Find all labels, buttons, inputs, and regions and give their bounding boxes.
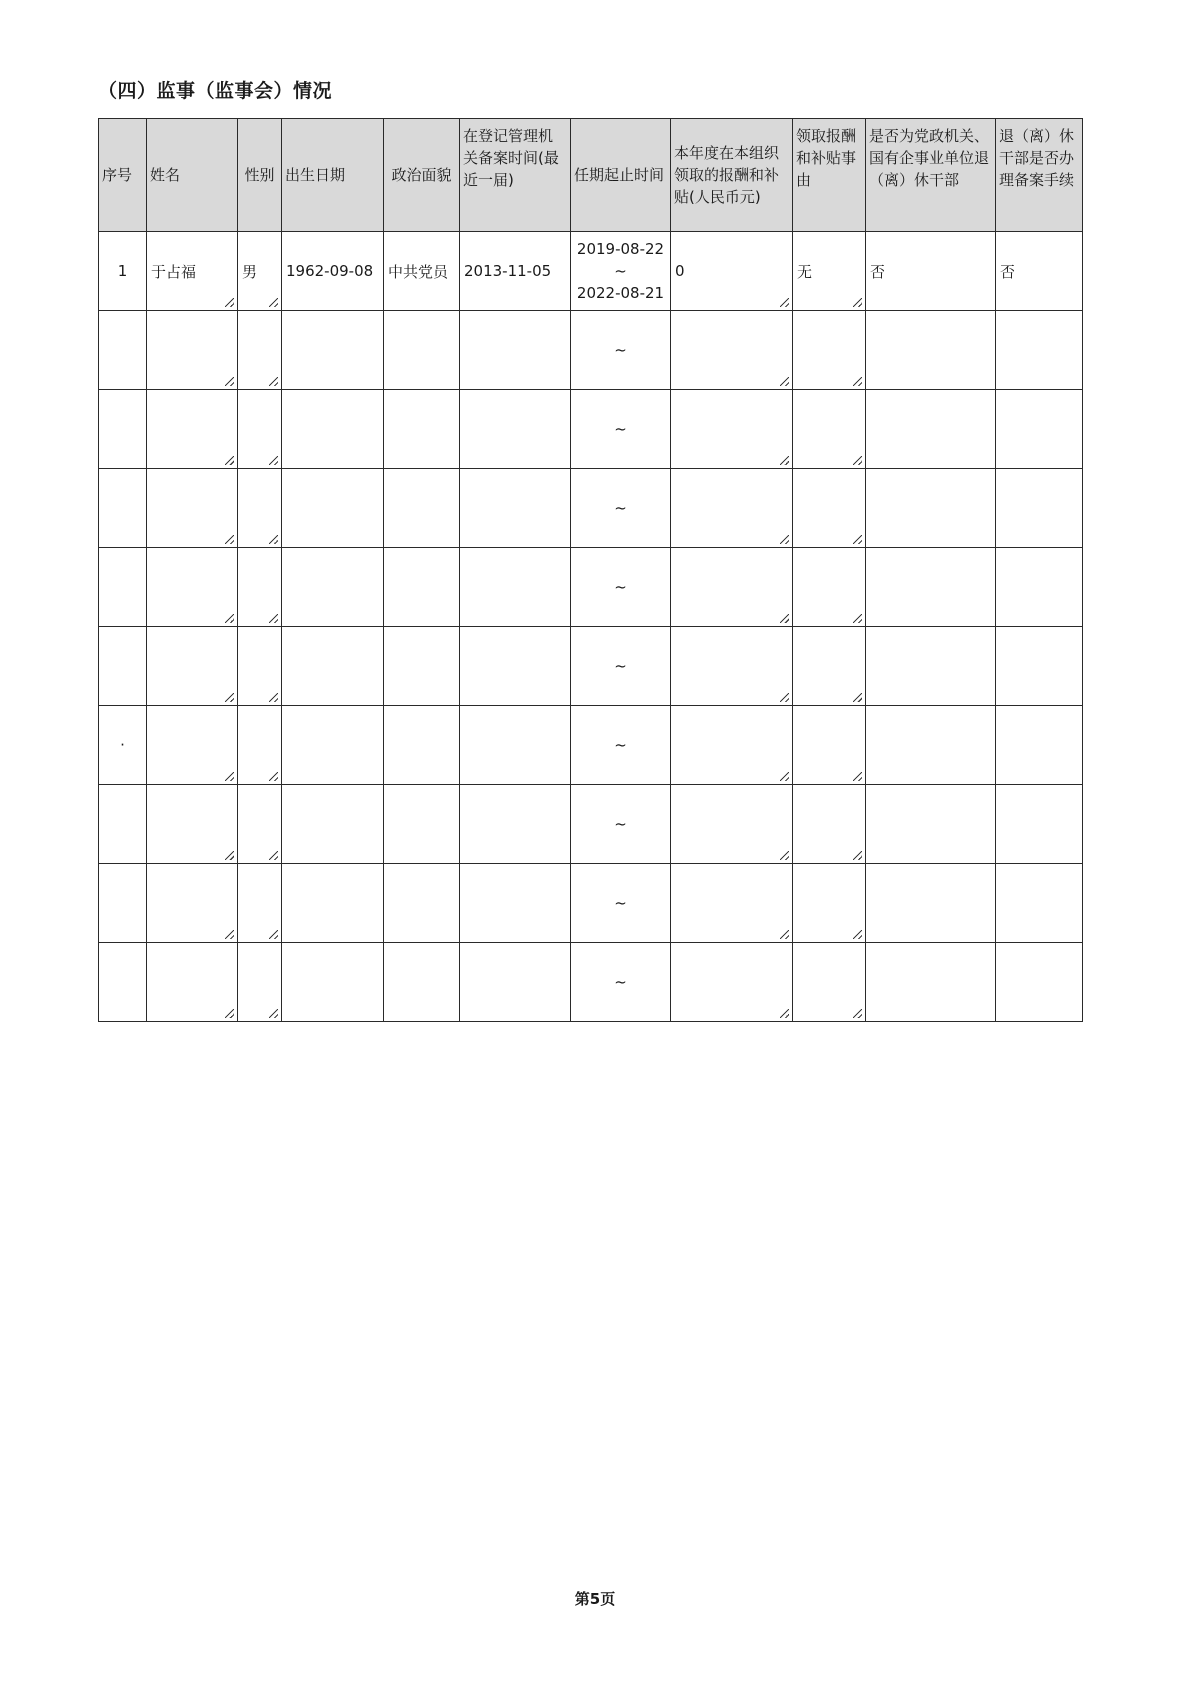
table-row [99, 706, 1083, 785]
cell-filing-time[interactable] [460, 627, 571, 706]
cell-seq[interactable] [99, 864, 147, 943]
cell-pay[interactable] [671, 785, 793, 864]
cell-political-status[interactable] [384, 785, 460, 864]
cell-political-status[interactable] [384, 627, 460, 706]
table-row [99, 390, 1083, 469]
table-row [99, 232, 1083, 311]
resize-handle-icon [853, 930, 862, 939]
cell-gender[interactable] [238, 943, 282, 1022]
cell-filing-time-value [460, 420, 468, 438]
cell-retired-cadre-value [866, 420, 874, 438]
cell-gender[interactable] [238, 232, 282, 311]
cell-birth-date[interactable] [282, 627, 384, 706]
cell-political-status-value [384, 341, 392, 359]
cell-name-value [147, 657, 155, 675]
cell-name-value [147, 815, 155, 833]
cell-retired-cadre[interactable] [866, 943, 996, 1022]
cell-pay[interactable] [671, 548, 793, 627]
cell-retired-filed[interactable] [996, 232, 1083, 311]
cell-pay[interactable] [671, 390, 793, 469]
cell-pay-value [671, 420, 679, 438]
cell-filing-time[interactable] [460, 469, 571, 548]
cell-retired-filed-value [996, 420, 1004, 438]
cell-name[interactable] [147, 943, 238, 1022]
resize-handle-icon [780, 851, 789, 860]
cell-gender[interactable] [238, 548, 282, 627]
cell-seq[interactable] [99, 390, 147, 469]
cell-pay-reason-value [793, 657, 801, 675]
cell-gender-value [238, 815, 246, 833]
cell-name[interactable] [147, 627, 238, 706]
resize-handle-icon [225, 772, 234, 781]
cell-term[interactable] [571, 864, 671, 943]
cell-gender-value [238, 341, 246, 359]
cell-pay-reason-value [793, 578, 801, 596]
cell-seq-value [119, 894, 127, 912]
cell-pay[interactable] [671, 627, 793, 706]
cell-birth-date-value [282, 499, 290, 517]
resize-handle-icon [780, 1009, 789, 1018]
header-name: 姓名 [147, 119, 238, 232]
cell-term[interactable] [571, 785, 671, 864]
cell-retired-cadre[interactable] [866, 706, 996, 785]
cell-gender-value: 男 [242, 262, 258, 281]
cell-seq[interactable] [99, 943, 147, 1022]
cell-pay-reason-value [793, 420, 801, 438]
resize-handle-icon [780, 930, 789, 939]
cell-birth-date[interactable] [282, 943, 384, 1022]
cell-seq-value [119, 420, 127, 438]
cell-retired-cadre[interactable] [866, 311, 996, 390]
resize-handle-icon [269, 851, 278, 860]
cell-retired-filed-value [996, 894, 1004, 912]
cell-retired-cadre[interactable] [866, 390, 996, 469]
header-pay-reason: 领取报酬和补贴事由 [793, 119, 866, 232]
cell-filing-time[interactable] [460, 864, 571, 943]
cell-pay[interactable] [671, 232, 793, 311]
cell-seq-value [119, 973, 127, 991]
cell-filing-time[interactable] [460, 232, 571, 311]
cell-political-status-value [384, 736, 392, 754]
cell-pay[interactable] [671, 943, 793, 1022]
cell-political-status[interactable] [384, 943, 460, 1022]
cell-pay-reason-value [793, 815, 801, 833]
cell-political-status-value [384, 815, 392, 833]
cell-filing-time[interactable] [460, 706, 571, 785]
cell-retired-filed-value [996, 341, 1004, 359]
cell-retired-filed[interactable] [996, 706, 1083, 785]
cell-birth-date-value [282, 973, 290, 991]
cell-seq-value [119, 815, 127, 833]
cell-retired-cadre[interactable] [866, 469, 996, 548]
header-political-status: 政治面貌 [384, 119, 460, 232]
cell-filing-time[interactable] [460, 311, 571, 390]
cell-name[interactable] [147, 311, 238, 390]
cell-filing-time-value [460, 973, 468, 991]
table-row [99, 943, 1083, 1022]
resize-handle-icon [269, 614, 278, 623]
resize-handle-icon [269, 693, 278, 702]
resize-handle-icon [853, 772, 862, 781]
cell-filing-time-value [460, 894, 468, 912]
cell-political-status-value [384, 894, 392, 912]
header-retired-filed: 退（离）休干部是否办理备案手续 [996, 119, 1083, 232]
cell-retired-cadre-value [866, 499, 874, 517]
cell-political-status-value [384, 499, 392, 517]
cell-gender[interactable] [238, 864, 282, 943]
cell-political-status[interactable] [384, 390, 460, 469]
header-term: 任期起止时间 [571, 119, 671, 232]
cell-pay-reason[interactable] [793, 785, 866, 864]
cell-seq-value: · [120, 736, 125, 754]
resize-handle-icon [780, 377, 789, 386]
cell-pay[interactable] [671, 469, 793, 548]
cell-political-status[interactable] [384, 311, 460, 390]
cell-seq-value [119, 578, 127, 596]
cell-filing-time-value [460, 341, 468, 359]
cell-retired-cadre[interactable] [866, 864, 996, 943]
cell-retired-cadre-value [866, 894, 874, 912]
resize-handle-icon [225, 930, 234, 939]
term-end: 2022-08-21 [576, 284, 665, 302]
cell-pay-reason-value [793, 499, 801, 517]
page-number: 第5页 [574, 1590, 616, 1608]
cell-pay-value [671, 894, 679, 912]
header-filing-time: 在登记管理机关备案时间(最近一届) [460, 119, 571, 232]
resize-handle-icon [853, 614, 862, 623]
cell-pay-reason[interactable] [793, 548, 866, 627]
cell-retired-filed[interactable] [996, 785, 1083, 864]
cell-birth-date-value [282, 894, 290, 912]
cell-gender-value [238, 736, 246, 754]
header-retired-cadre: 是否为党政机关、国有企事业单位退（离）休干部 [866, 119, 996, 232]
cell-seq[interactable] [99, 785, 147, 864]
term-sep: ~ [614, 657, 627, 675]
cell-gender[interactable] [238, 469, 282, 548]
cell-retired-filed[interactable] [996, 627, 1083, 706]
cell-gender-value [238, 578, 246, 596]
cell-name-value [147, 420, 155, 438]
cell-birth-date[interactable] [282, 232, 384, 311]
cell-filing-time-value [460, 815, 468, 833]
cell-seq-value [119, 341, 127, 359]
resize-handle-icon [780, 614, 789, 623]
cell-filing-time-value [460, 499, 468, 517]
table-row [99, 785, 1083, 864]
cell-term[interactable] [571, 627, 671, 706]
cell-gender[interactable] [238, 706, 282, 785]
cell-pay-reason[interactable] [793, 311, 866, 390]
cell-political-status[interactable] [384, 706, 460, 785]
cell-seq[interactable] [99, 311, 147, 390]
cell-name[interactable] [147, 232, 238, 311]
table-row [99, 311, 1083, 390]
resize-handle-icon [269, 930, 278, 939]
cell-filing-time-value [460, 657, 468, 675]
cell-pay-reason[interactable] [793, 627, 866, 706]
cell-political-status-value [384, 973, 392, 991]
cell-retired-filed-value [996, 499, 1004, 517]
resize-handle-icon [225, 456, 234, 465]
table-row [99, 469, 1083, 548]
cell-pay-reason[interactable] [793, 943, 866, 1022]
table-row [99, 864, 1083, 943]
cell-retired-cadre[interactable] [866, 627, 996, 706]
cell-pay-value [671, 341, 679, 359]
resize-handle-icon [225, 535, 234, 544]
cell-name[interactable] [147, 390, 238, 469]
cell-retired-cadre-value [866, 657, 874, 675]
cell-term[interactable] [571, 469, 671, 548]
cell-name-value [147, 736, 155, 754]
cell-pay-value [671, 973, 679, 991]
resize-handle-icon [853, 851, 862, 860]
cell-birth-date-value [282, 420, 290, 438]
cell-term[interactable] [571, 943, 671, 1022]
cell-pay-value [671, 499, 679, 517]
cell-retired-filed-value [996, 736, 1004, 754]
cell-filing-time[interactable] [460, 785, 571, 864]
cell-pay[interactable] [671, 311, 793, 390]
cell-political-status-value [384, 578, 392, 596]
resize-handle-icon [780, 693, 789, 702]
cell-name[interactable] [147, 864, 238, 943]
cell-term[interactable] [571, 232, 671, 311]
cell-pay-reason[interactable] [793, 390, 866, 469]
cell-birth-date-value [282, 341, 290, 359]
resize-handle-icon [853, 535, 862, 544]
resize-handle-icon [853, 298, 862, 307]
cell-pay-value: 0 [675, 262, 685, 280]
cell-political-status[interactable] [384, 469, 460, 548]
cell-filing-time[interactable] [460, 390, 571, 469]
cell-term[interactable] [571, 706, 671, 785]
cell-filing-time-value [460, 578, 468, 596]
cell-name-value [147, 894, 155, 912]
resize-handle-icon [269, 377, 278, 386]
resize-handle-icon [225, 1009, 234, 1018]
cell-name-value [147, 499, 155, 517]
cell-gender[interactable] [238, 627, 282, 706]
cell-seq[interactable] [99, 627, 147, 706]
cell-filing-time-value [460, 736, 468, 754]
cell-pay-reason-value: 无 [797, 262, 813, 281]
supervisor-table [98, 118, 1083, 1022]
term-sep: ~ [614, 499, 627, 517]
cell-filing-time-value: 2013-11-05 [464, 262, 552, 280]
cell-pay-reason-value [793, 736, 801, 754]
cell-name[interactable] [147, 706, 238, 785]
resize-handle-icon [853, 377, 862, 386]
cell-political-status-value: 中共党员 [388, 262, 449, 281]
cell-term[interactable] [571, 548, 671, 627]
cell-retired-cadre-value [866, 973, 874, 991]
cell-pay-reason-value [793, 973, 801, 991]
cell-political-status[interactable] [384, 864, 460, 943]
cell-gender-value [238, 420, 246, 438]
cell-pay[interactable] [671, 706, 793, 785]
cell-gender-value [238, 894, 246, 912]
cell-birth-date[interactable] [282, 864, 384, 943]
cell-name[interactable] [147, 469, 238, 548]
cell-pay-value [671, 657, 679, 675]
cell-name-value [147, 973, 155, 991]
resize-handle-icon [269, 1009, 278, 1018]
cell-retired-cadre-value: 否 [870, 262, 886, 281]
cell-seq-value [119, 657, 127, 675]
cell-gender[interactable] [238, 311, 282, 390]
cell-seq[interactable] [99, 548, 147, 627]
cell-retired-cadre[interactable] [866, 548, 996, 627]
cell-pay-reason[interactable] [793, 469, 866, 548]
cell-pay-value [671, 578, 679, 596]
cell-birth-date[interactable] [282, 785, 384, 864]
cell-pay-reason[interactable] [793, 864, 866, 943]
cell-seq-value [119, 499, 127, 517]
resize-handle-icon [225, 851, 234, 860]
cell-seq[interactable] [99, 706, 147, 785]
resize-handle-icon [225, 614, 234, 623]
resize-handle-icon [780, 772, 789, 781]
resize-handle-icon [780, 298, 789, 307]
cell-name[interactable] [147, 548, 238, 627]
cell-birth-date[interactable] [282, 311, 384, 390]
cell-retired-filed-value [996, 973, 1004, 991]
term-sep: ~ [614, 815, 627, 833]
cell-filing-time[interactable] [460, 943, 571, 1022]
term-sep: ~ [614, 894, 627, 912]
cell-political-status-value [384, 657, 392, 675]
cell-retired-filed[interactable] [996, 864, 1083, 943]
cell-name-value [147, 341, 155, 359]
cell-gender-value [238, 499, 246, 517]
cell-seq-value: 1 [117, 262, 128, 280]
cell-term[interactable] [571, 311, 671, 390]
cell-birth-date-value [282, 815, 290, 833]
cell-political-status[interactable] [384, 232, 460, 311]
cell-term[interactable] [571, 390, 671, 469]
cell-retired-cadre-value [866, 815, 874, 833]
resize-handle-icon [269, 535, 278, 544]
header-seq: 序号 [99, 119, 147, 232]
resize-handle-icon [225, 693, 234, 702]
cell-retired-cadre[interactable] [866, 232, 996, 311]
cell-retired-filed-value [996, 578, 1004, 596]
cell-pay-reason-value [793, 894, 801, 912]
cell-birth-date-value [282, 657, 290, 675]
term-sep: ~ [614, 973, 627, 991]
table-row [99, 627, 1083, 706]
cell-political-status[interactable] [384, 548, 460, 627]
cell-birth-date-value [282, 578, 290, 596]
table-header-row [99, 119, 1083, 232]
cell-gender-value [238, 657, 246, 675]
cell-birth-date-value: 1962-09-08 [286, 262, 374, 280]
resize-handle-icon [225, 377, 234, 386]
resize-handle-icon [269, 456, 278, 465]
section-title: （四）监事（监事会）情况 [98, 80, 333, 102]
cell-retired-filed[interactable] [996, 311, 1083, 390]
resize-handle-icon [269, 298, 278, 307]
cell-retired-filed[interactable] [996, 390, 1083, 469]
resize-handle-icon [853, 693, 862, 702]
cell-birth-date-value [282, 736, 290, 754]
cell-retired-cadre-value [866, 736, 874, 754]
cell-retired-filed[interactable] [996, 943, 1083, 1022]
cell-retired-filed[interactable] [996, 548, 1083, 627]
term-sep: ~ [614, 262, 627, 280]
cell-seq[interactable] [99, 232, 147, 311]
cell-retired-cadre[interactable] [866, 785, 996, 864]
table-row [99, 548, 1083, 627]
term-sep: ~ [614, 736, 627, 754]
cell-pay-reason[interactable] [793, 706, 866, 785]
cell-birth-date[interactable] [282, 469, 384, 548]
cell-retired-filed-value: 否 [1000, 262, 1016, 281]
term-start: 2019-08-22 [576, 240, 665, 258]
cell-political-status-value [384, 420, 392, 438]
cell-retired-cadre-value [866, 341, 874, 359]
cell-retired-filed-value [996, 657, 1004, 675]
resize-handle-icon [780, 535, 789, 544]
cell-retired-filed[interactable] [996, 469, 1083, 548]
cell-pay-reason[interactable] [793, 232, 866, 311]
cell-name-value [147, 578, 155, 596]
cell-retired-filed-value [996, 815, 1004, 833]
resize-handle-icon [853, 456, 862, 465]
resize-handle-icon [780, 456, 789, 465]
cell-gender-value [238, 973, 246, 991]
cell-filing-time[interactable] [460, 548, 571, 627]
cell-name[interactable] [147, 785, 238, 864]
header-pay: 本年度在本组织领取的报酬和补贴(人民币元) [671, 119, 793, 232]
cell-gender[interactable] [238, 390, 282, 469]
cell-pay[interactable] [671, 864, 793, 943]
resize-handle-icon [853, 1009, 862, 1018]
cell-gender[interactable] [238, 785, 282, 864]
header-gender: 性别 [238, 119, 282, 232]
cell-name-value: 于占福 [151, 262, 197, 281]
term-sep: ~ [614, 420, 627, 438]
cell-birth-date[interactable] [282, 706, 384, 785]
cell-birth-date[interactable] [282, 548, 384, 627]
cell-pay-value [671, 815, 679, 833]
cell-pay-value [671, 736, 679, 754]
cell-birth-date[interactable] [282, 390, 384, 469]
cell-seq[interactable] [99, 469, 147, 548]
cell-retired-cadre-value [866, 578, 874, 596]
resize-handle-icon [225, 298, 234, 307]
cell-pay-reason-value [793, 341, 801, 359]
resize-handle-icon [269, 772, 278, 781]
header-birth-date: 出生日期 [282, 119, 384, 232]
term-sep: ~ [614, 341, 627, 359]
term-sep: ~ [614, 578, 627, 596]
